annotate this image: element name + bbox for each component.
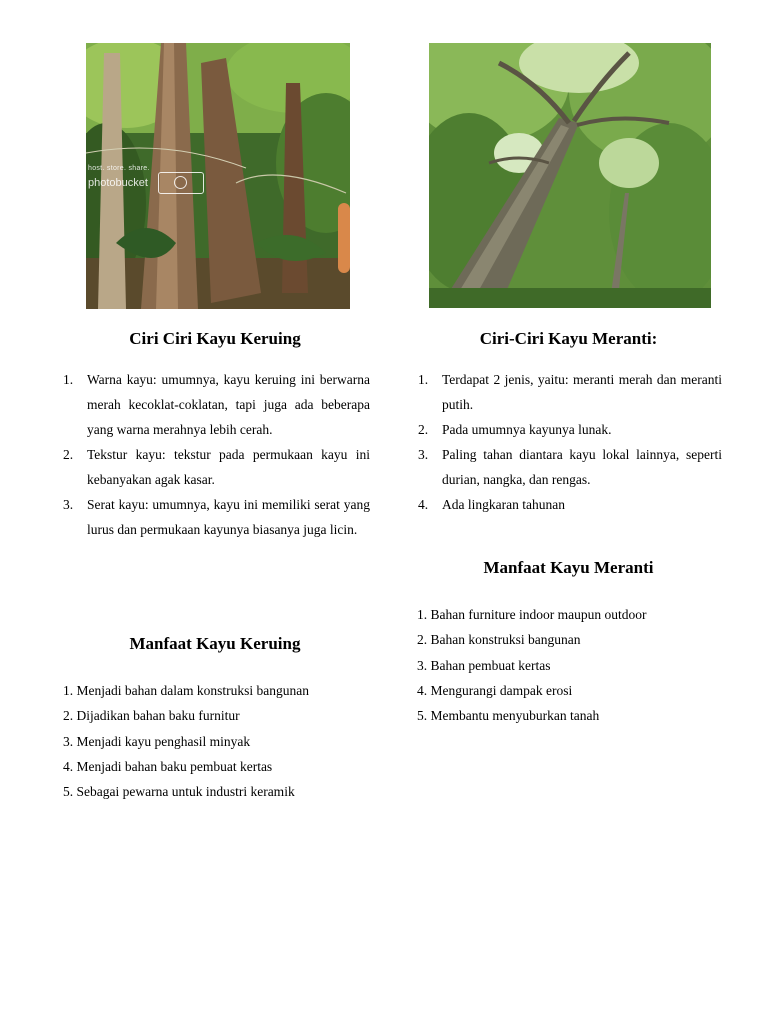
list-item [415, 417, 722, 442]
keruing-manfaat-list [63, 678, 309, 804]
list-item: 3. Bahan pembuat kertas [417, 657, 551, 673]
list-item: 5. Membantu menyuburkan tanah [417, 708, 600, 724]
watermark-brand: photobucket [88, 176, 148, 189]
meranti-canopy-illustration [429, 43, 711, 308]
watermark-tagline: host. store. share. [88, 165, 150, 172]
list-item: 2. Bahan konstruksi bangunan [417, 632, 581, 648]
list-text: Warna kayu: umumnya, kayu keruing ini berwarna merah kecoklat-coklatan, tapi juga ada beberapa yang warna merahnya lebih cerah. [87, 372, 370, 437]
list-text: Ada lingkaran tahunan [442, 497, 565, 512]
list-number: 2. [63, 447, 74, 462]
list-number: 2. [418, 422, 429, 437]
photobucket-watermark [88, 165, 204, 194]
list-number: 1. [418, 372, 429, 387]
list-number: 3. [418, 447, 429, 462]
keruing-ciri-list [60, 367, 370, 542]
list-item [60, 367, 370, 442]
meranti-ciri-list [415, 367, 722, 517]
list-text: Tekstur kayu: tekstur pada permukaan kayu ini kebanyakan agak kasar. [87, 447, 370, 487]
list-item: 2. Dijadikan bahan baku furnitur [63, 708, 240, 724]
camera-icon [158, 172, 204, 194]
list-number: 1. [63, 372, 74, 387]
list-item [415, 492, 722, 517]
list-text: Terdapat 2 jenis, yaitu: meranti merah dan meranti putih. [442, 372, 722, 412]
list-item: 1. Bahan furniture indoor maupun outdoor [417, 607, 647, 622]
list-number: 3. [63, 497, 74, 512]
meranti-ciri-title: Ciri-Ciri Kayu Meranti: [479, 329, 658, 348]
list-item [415, 442, 722, 492]
list-text: Pada umumnya kayunya lunak. [442, 422, 612, 437]
list-text: Paling tahan diantara kayu lokal lainnya, seperti durian, nangka, dan rengas. [442, 447, 722, 487]
list-item: 5. Sebagai pewarna untuk industri keramik [63, 784, 295, 800]
list-item [60, 442, 370, 492]
keruing-manfaat-title: Manfaat Kayu Keruing [129, 634, 301, 653]
list-item: 4. Mengurangi dampak erosi [417, 682, 573, 698]
list-item [415, 367, 722, 417]
list-item: 1. Menjadi bahan dalam konstruksi bangunan [63, 683, 309, 698]
list-item: 3. Menjadi kayu penghasil minyak [63, 733, 251, 749]
keruing-tree-photo [86, 43, 350, 309]
meranti-manfaat-list [417, 602, 646, 728]
meranti-manfaat-title: Manfaat Kayu Meranti [483, 558, 654, 577]
list-text: Serat kayu: umumnya, kayu ini memiliki serat yang lurus dan permukaan kayunya biasanya juga licin. [87, 497, 370, 537]
list-number: 4. [418, 497, 429, 512]
list-item [60, 492, 370, 542]
meranti-tree-photo [429, 43, 711, 308]
list-item: 4. Menjadi bahan baku pembuat kertas [63, 758, 273, 774]
keruing-ciri-title: Ciri Ciri Kayu Keruing [129, 329, 301, 348]
